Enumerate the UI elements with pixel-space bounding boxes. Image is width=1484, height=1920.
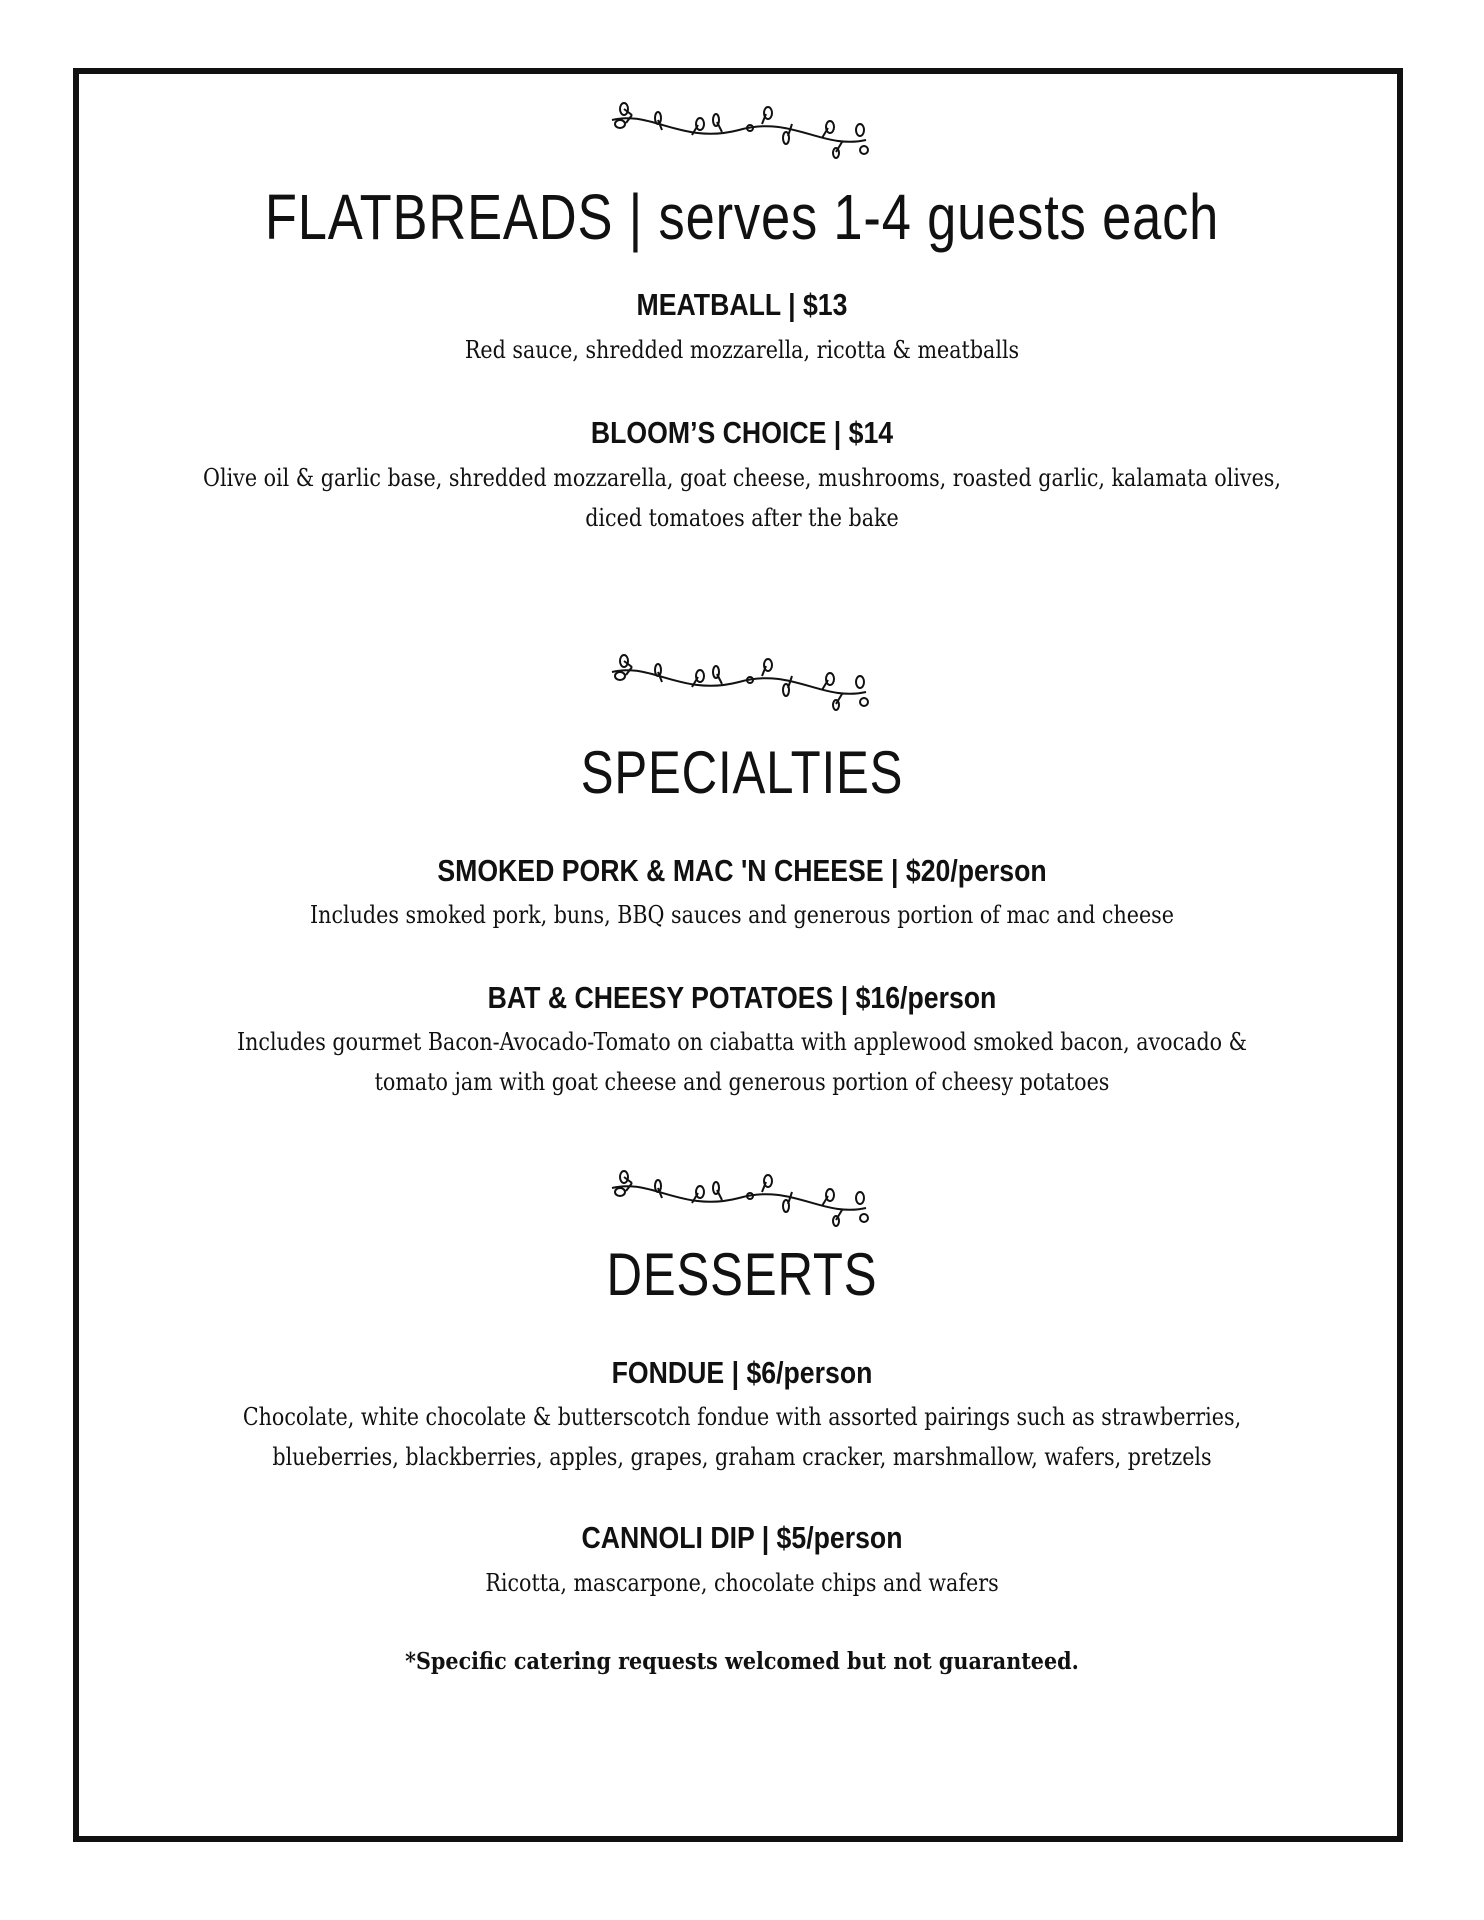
floral-vine-icon <box>602 1168 876 1228</box>
section-heading: FLATBREADS | serves 1-4 guests each <box>264 181 1220 253</box>
description-line: Olive oil & garlic base, shredded mozzarella, goat cheese, mushrooms, roasted garlic, kalamata olives, <box>203 464 1281 492</box>
menu-item <box>0 980 1484 1016</box>
item-description <box>0 330 1484 370</box>
menu-item <box>0 853 1484 889</box>
description-line: Ricotta, mascarpone, chocolate chips and wafers <box>485 1569 999 1597</box>
description-line: tomato jam with goat cheese and generous portion of cheesy potatoes <box>374 1068 1110 1096</box>
description-line: diced tomatoes after the bake <box>585 504 899 532</box>
item-title: FONDUE | $6/person <box>611 1355 873 1390</box>
item-title: BAT & CHEESY POTATOES | $16/person <box>487 980 997 1015</box>
description-line: Chocolate, white chocolate & butterscotch fondue with assorted pairings such as strawberries, <box>242 1403 1242 1431</box>
item-title: SMOKED PORK & MAC 'N CHEESE | $20/person <box>437 853 1047 888</box>
desserts-section <box>0 1240 1484 1309</box>
specialties-section <box>0 738 1484 807</box>
floral-vine-icon <box>602 652 876 712</box>
description-line: Red sauce, shredded mozzarella, ricotta & meatballs <box>464 336 1020 364</box>
item-description <box>0 458 1484 538</box>
item-description <box>0 895 1484 935</box>
item-description <box>0 1397 1484 1477</box>
item-title: CANNOLI DIP | $5/person <box>581 1520 903 1555</box>
footnote <box>0 1648 1484 1675</box>
description-line: blueberries, blackberries, apples, grapes, graham cracker, marshmallow, wafers, pretzels <box>272 1443 1212 1471</box>
floral-vine-icon <box>602 100 876 160</box>
item-title: MEATBALL | $13 <box>636 287 848 322</box>
footnote-text: *Specific catering requests welcomed but not guaranteed. <box>405 1648 1079 1675</box>
item-title: BLOOM’S CHOICE | $14 <box>590 415 894 450</box>
menu-item <box>0 415 1484 451</box>
item-description <box>0 1563 1484 1603</box>
description-line: Includes gourmet Bacon-Avocado-Tomato on ciabatta with applewood smoked bacon, avocado & <box>236 1028 1248 1056</box>
flatbreads-section <box>0 180 1484 254</box>
menu-item <box>0 287 1484 323</box>
section-heading: DESSERTS <box>606 1241 878 1308</box>
menu-item <box>0 1355 1484 1391</box>
section-heading: SPECIALTIES <box>580 739 904 806</box>
menu-item <box>0 1520 1484 1556</box>
item-description <box>0 1022 1484 1102</box>
description-line: Includes smoked pork, buns, BBQ sauces and generous portion of mac and cheese <box>310 901 1174 929</box>
